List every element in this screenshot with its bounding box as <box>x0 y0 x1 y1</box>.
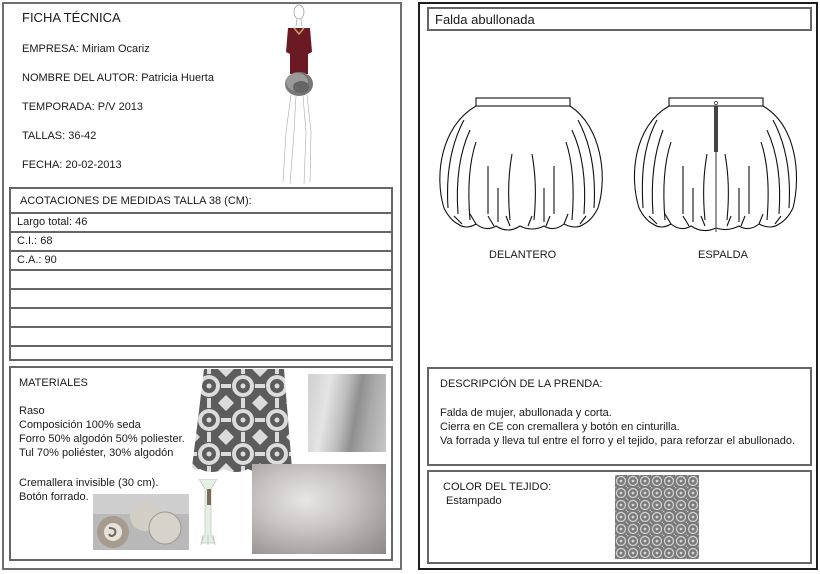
description-title: DESCRIPCIÓN DE LA PRENDA: <box>440 378 603 390</box>
materials-title: MATERIALES <box>19 377 88 389</box>
description-line: Va forrada y lleva tul entre el forro y el tejido, para reforzar el abullonado. <box>440 435 796 447</box>
measurement-row: C.I.: 68 <box>11 231 391 250</box>
measurement-row <box>11 269 391 288</box>
measurement-row: Largo total: 46 <box>11 212 391 231</box>
front-view-label: DELANTERO <box>489 249 557 261</box>
description-box <box>427 367 812 466</box>
sheet-title: FICHA TÉCNICA <box>22 10 121 25</box>
garment-name: Falda abullonada <box>435 12 535 27</box>
author-field: NOMBRE DEL AUTOR: Patricia Huerta <box>22 72 214 84</box>
company-field: EMPRESA: Miriam Ocariz <box>22 43 150 55</box>
material-line: Tul 70% poliéster, 30% algodón <box>19 447 174 459</box>
measurement-row <box>11 288 391 307</box>
sizes-field: TALLAS: 36-42 <box>22 130 97 142</box>
invisible-zipper-image <box>195 479 221 545</box>
fabric-color-value: Estampado <box>446 495 502 507</box>
material-line: Raso <box>19 405 45 417</box>
zipper-detail <box>714 106 718 152</box>
printed-fabric-image <box>192 369 294 473</box>
measurement-row <box>11 345 391 361</box>
description-line: Falda de mujer, abullonada y corta. <box>440 407 612 419</box>
fabric-color-title: COLOR DEL TEJIDO: <box>443 481 552 493</box>
back-flat-sketch <box>631 96 801 238</box>
season-field: TEMPORADA: P/V 2013 <box>22 101 144 113</box>
notion-line: Cremallera invisible (30 cm). <box>19 477 159 489</box>
notion-line: Botón forrado. <box>19 491 89 503</box>
description-line: Cierra en CE con cremallera y botón en cinturilla. <box>440 421 680 433</box>
measurements-table <box>9 187 393 361</box>
covered-buttons-image <box>93 494 189 550</box>
draped-tulle-image <box>252 464 386 554</box>
material-line: Composición 100% seda <box>19 419 141 431</box>
material-line: Forro 50% algodón 50% poliester. <box>19 433 185 445</box>
back-view-label: ESPALDA <box>698 249 748 261</box>
tulle-fabric-image <box>308 374 386 452</box>
printed-pattern-swatch <box>615 475 699 559</box>
measurement-row <box>11 326 391 345</box>
measurements-title: ACOTACIONES DE MEDIDAS TALLA 38 (CM): <box>20 195 252 207</box>
fashion-sketch-illustration <box>262 2 332 186</box>
front-flat-sketch <box>436 96 606 238</box>
date-field: FECHA: 20-02-2013 <box>22 159 122 171</box>
measurement-row <box>11 307 391 326</box>
measurement-row: C.A.: 90 <box>11 250 391 269</box>
garment-name-box <box>427 7 812 31</box>
